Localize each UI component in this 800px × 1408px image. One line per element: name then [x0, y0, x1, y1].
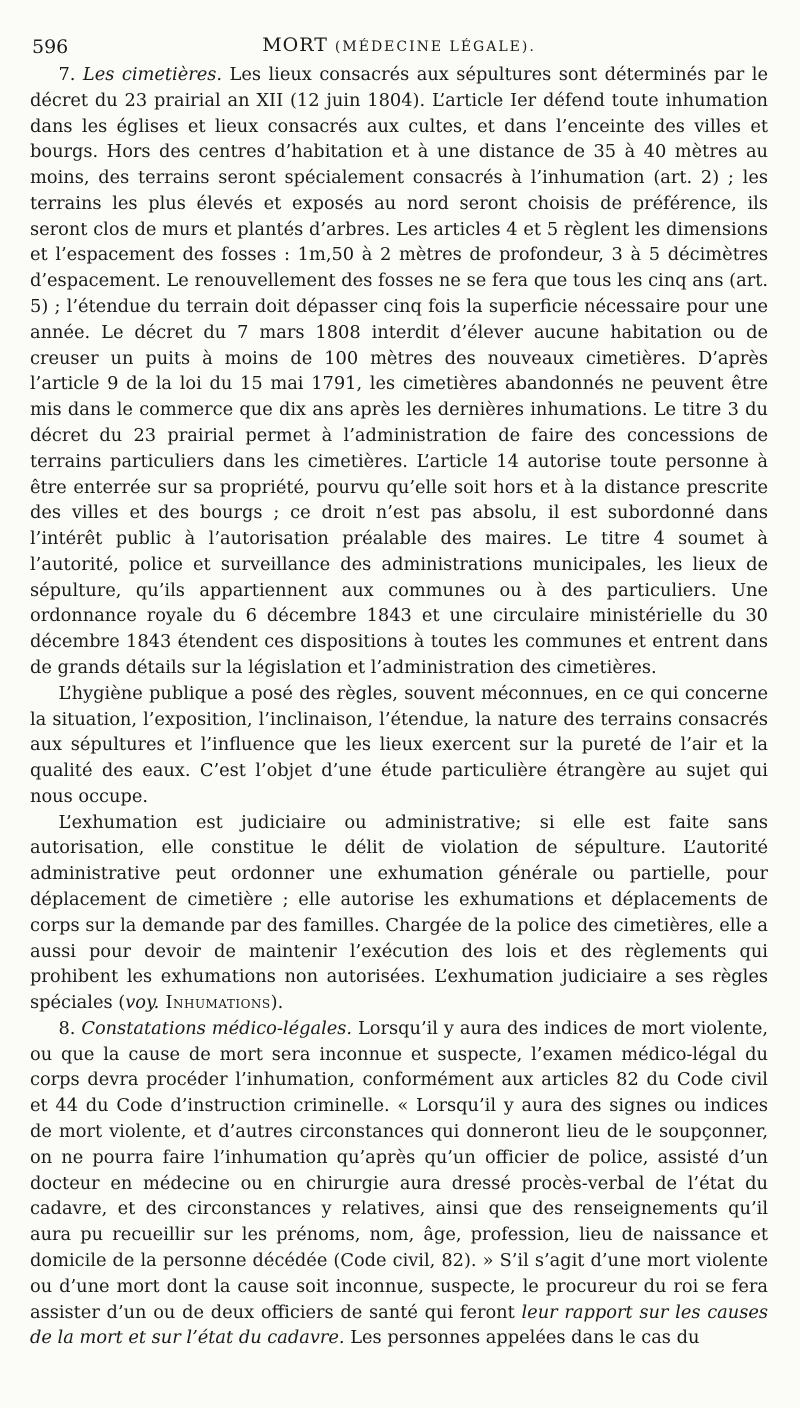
- cross-reference-voy: voy.: [125, 992, 160, 1014]
- section-number: 8.: [58, 1017, 76, 1039]
- paragraph-exhumation: [30, 810, 768, 1016]
- page-header: [30, 22, 768, 62]
- body-text: [30, 62, 768, 1351]
- running-head-subtitle: (MÉDECINE LÉGALE).: [334, 39, 536, 55]
- italic-phrase: leur rapport sur les causes de la mort et sur l’état du cadavre.: [30, 1301, 768, 1349]
- paragraph-text-end: ).: [270, 992, 284, 1014]
- paragraph-cemeteries: [30, 62, 768, 681]
- paragraph-text-end: Les personnes appelées dans le cas du: [344, 1327, 700, 1349]
- section-heading: Les cimetières.: [82, 64, 223, 85]
- paragraph-text: Les lieux consacrés aux sépultures sont déterminés par le décret du 23 prairial an XII (12 juin 1804). L’article Ier défend toute inhumation dans les églises et lieux consacrés aux cultes, et dans l’enceinte des villes et bourgs. Hors des centres d’habitation et à une distance de 35 à 40 mètres au moins, des terrains seront spécialement consacrés à l’inhumation (art. 2) ; les terrains les plus élevés et exposés au nord seront choisis de préférence, ils seront clos de murs et plantés d’arbres. Les articles 4 et 5 règlent les dimensions et l’espacement des fosses : 1m,50 à 2 mètres de profondeur, 3 à 5 décimètres d’espacement. Le renouvellement des fosses ne se fera que tous les cinq ans (art. 5) ; l’étendue du terrain doit dépasser cinq fois la superficie nécessaire pour une année. Le décret du 7 mars 1808 interdit d’élever aucune habitation ou de creuser un puits à moins de 100 mètres des nouveaux cimetières. D’après l’article 9 de la loi du 15 mai 1791, les cimetières abandonnés ne peuvent être mis dans le commerce que dix ans après les dernières inhumations. Le titre 3 du décret du 23 prairial permet à l’administration de faire des concessions de terrains particuliers dans les cimetières. L’article 14 autorise toute personne à être enterrée sur sa propriété, pourvu qu’elle soit hors et à la distance prescrite des villes et des bourgs ; ce droit n’est pas absolu, il est subordonné dans l’intérêt public à l’autorisation préalable des maires. Le titre 4 soumet à l’autorité, police et surveillance des administrations municipales, les lieux de sépulture, qu’ils appartiennent aux communes ou à des particuliers. Une ordonnance royale du 6 décembre 1843 et une circulaire ministérielle du 30 décembre 1843 étendent ces dispositions à toutes les communes et entrent dans de grands détails sur la législation et l’administration des cimetières.: [30, 64, 768, 678]
- running-head-title: MORT: [262, 34, 328, 56]
- paragraph-text: Lorsqu’il y aura des indices de mort violente, ou que la cause de mort sera inconnue et suspecte, l’examen médico-légal du corps devra procéder l’inhumation, conformément aux articles 82 du Code civil et 44 du Code d’instruction criminelle. « Lorsqu’il y aura des signes ou indices de mort violente, et d’autres circonstances qui donneront lieu de le soupçonner, on ne pourra faire l’inhumation qu’après qu’un officier de police, assisté d’un docteur en médecine ou en chirurgie aura dressé procès-verbal de l’état du cadavre, et des circonstances y relatives, ainsi que des renseignements qu’il aura pu recueillir sur les prénoms, nom, âge, profession, lieu de naissance et domicile de la personne décédée (Code civil, 82). » S’il s’agit d’une mort violente ou d’une mort dont la cause soit inconnue, suspecte, le procureur du roi se fera assister d’un ou de deux officiers de santé qui feront: [30, 1017, 768, 1323]
- cross-reference-target: Inhumations: [159, 992, 271, 1014]
- paragraph-text: L’exhumation est judiciaire ou administrative; si elle est faite sans autorisation, elle constitue le délit de violation de sépulture. L’autorité administrative peut ordonner une exhumation générale ou partielle, pour déplacement de cimetière ; elle autorise les exhumations et déplacements de corps sur la demande par des familles. Chargée de la police des cimetières, elle a aussi pour devoir de maintenir l’exécution des lois et des règlements qui prohibent les exhumations non autorisées. L’exhumation judiciaire a ses règles spéciales (: [30, 811, 768, 1014]
- section-heading: Constatations médico-légales.: [81, 1017, 353, 1039]
- paragraph-text: L’hygiène publique a posé des règles, souvent méconnues, en ce qui concerne la situation, l’exposition, l’inclinaison, l’étendue, la nature des terrains consacrés aux sépultures et l’influence que les lieux exercent sur la pureté de l’air et la qualité des eaux. C’est l’objet d’une étude particulière étrangère au sujet qui nous occupe.: [30, 682, 768, 807]
- running-head: [30, 34, 768, 56]
- paragraph-medico-legal: [30, 1016, 768, 1351]
- paragraph-hygiene: [30, 681, 768, 810]
- page-number: 596: [32, 36, 69, 58]
- section-number: 7.: [58, 64, 76, 85]
